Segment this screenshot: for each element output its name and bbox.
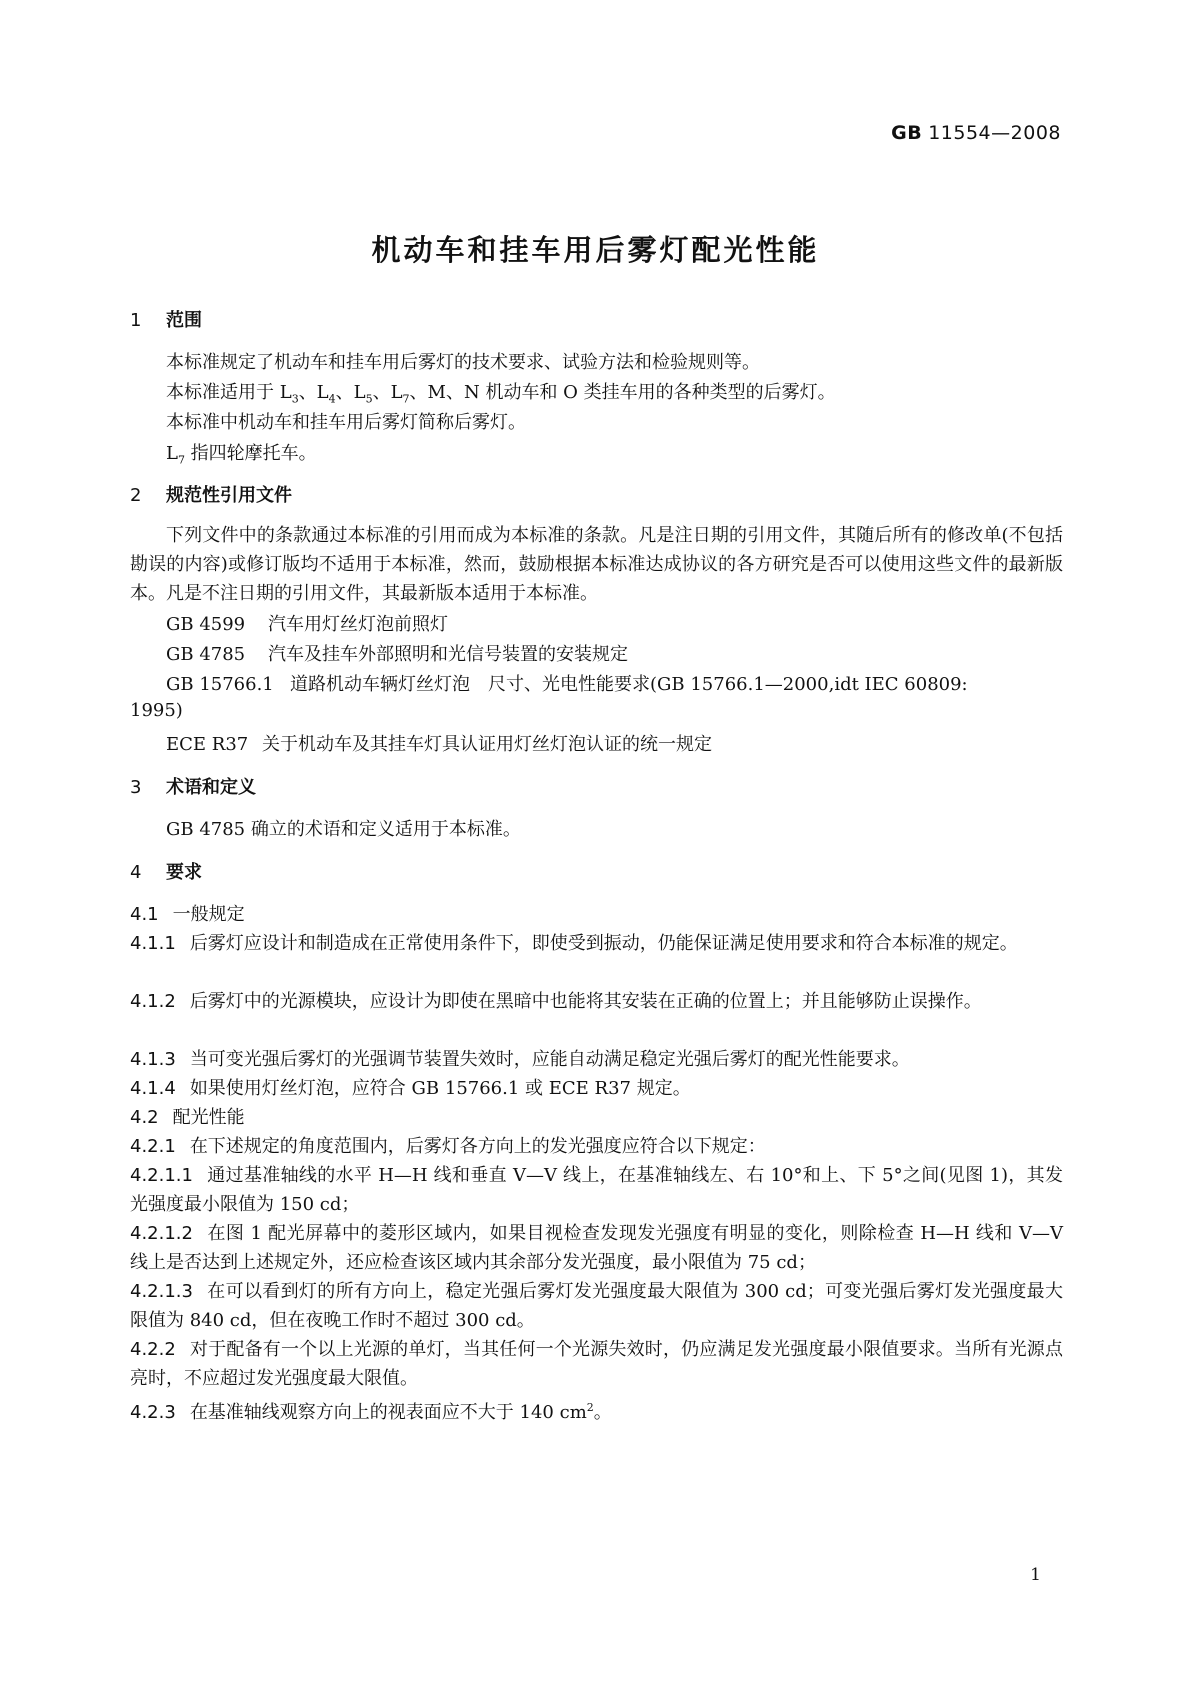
reference-item: GB 15766.1 道路机动车辆灯丝灯泡 尺寸、光电性能要求(GB 15766.1—2000,idt IEC 60809:: [166, 674, 968, 695]
s1-paragraph-1: 本标准规定了机动车和挂车用后雾灯的技术要求、试验方法和检验规则等。: [166, 352, 760, 373]
clause-4-2-2: 4.2.2 对于配备有一个以上光源的单灯，当其任何一个光源失效时，仍应满足发光强度最小限值要求。当所有光源点亮时，不应超过发光强度最大限值。: [130, 1339, 1063, 1389]
section-2-heading: 2 规范性引用文件: [130, 485, 292, 506]
clause-4-1-2: 4.1.2 后雾灯中的光源模块，应设计为即使在黑暗中也能将其安装在正确的位置上；并且能够防止误操作。: [130, 991, 982, 1012]
clause-4-2-1-2: 4.2.1.2 在图 1 配光屏幕中的菱形区域内，如果目视检查发现发光强度有明显的变化，则除检查 H—H 线和 V—V 线上是否达到上述规定外，还应检查该区域内其余部分发光强度，最小限值为 75 cd；: [130, 1223, 1063, 1273]
s2-intro: 下列文件中的条款通过本标准的引用而成为本标准的条款。凡是注日期的引用文件，其随后所有的修改单(不包括勘误的内容)或修订版均不适用于本标准，然而，鼓励根据本标准达成协议的各方研究是否可以使用这些文件的最新版本。凡是不注日期的引用文件，其最新版本适用于本标准。: [130, 525, 1063, 604]
reference-item: GB 4599 汽车用灯丝灯泡前照灯: [166, 614, 448, 635]
s1-paragraph-3: 本标准中机动车和挂车用后雾灯简称后雾灯。: [166, 412, 526, 433]
standard-number: GB 11554—2008: [891, 122, 1061, 144]
section-4-heading: 4 要求: [130, 862, 202, 883]
clause-4-2-1-3: 4.2.1.3 在可以看到灯的所有方向上，稳定光强后雾灯发光强度最大限值为 300 cd；可变光强后雾灯发光强度最大限值为 840 cd，但在夜晚工作时不超过 300 cd。: [130, 1281, 1063, 1331]
clause-4-2-1: 4.2.1 在下述规定的角度范围内，后雾灯各方向上的发光强度应符合以下规定：: [130, 1136, 766, 1157]
page-number: 1: [1030, 1565, 1041, 1585]
clause-4-1-3: 4.1.3 当可变光强后雾灯的光强调节装置失效时，应能自动满足稳定光强后雾灯的配光性能要求。: [130, 1049, 910, 1070]
section-3-heading: 3 术语和定义: [130, 777, 256, 798]
reference-item: ECE R37 关于机动车及其挂车灯具认证用灯丝灯泡认证的统一规定: [166, 734, 712, 755]
reference-item: GB 4785 汽车及挂车外部照明和光信号装置的安装规定: [166, 644, 628, 665]
s1-paragraph-4: $L_7$ 指四轮摩托车。: [166, 443, 317, 467]
reference-item-continued: 1995): [130, 700, 183, 721]
section-1-heading: 1 范围: [130, 310, 202, 331]
clause-4-2-3: 4.2.3 在基准轴线观察方向上的视表面应不大于 140 $cm^2$。: [130, 1401, 612, 1423]
s1-paragraph-2: 本标准适用于 $L_3$、$L_4$、$L_5$、$L_7$、M、N 机动车和 O 类挂车用的各种类型的后雾灯。: [166, 382, 836, 406]
s3-paragraph-1: GB 4785 确立的术语和定义适用于本标准。: [166, 819, 521, 840]
document-title: 机动车和挂车用后雾灯配光性能: [371, 233, 820, 267]
clause-4-1-1: 4.1.1 后雾灯应设计和制造成在正常使用条件下，即使受到振动，仍能保证满足使用要求和符合本标准的规定。: [130, 933, 1018, 954]
clause-4-1: 4.1 一般规定: [130, 904, 245, 925]
clause-4-2: 4.2 配光性能: [130, 1107, 245, 1128]
clause-4-2-1-1: 4.2.1.1 通过基准轴线的水平 H—H 线和垂直 V—V 线上，在基准轴线左、右 10°和上、下 5°之间(见图 1)，其发光强度最小限值为 150 cd；: [130, 1165, 1063, 1215]
clause-4-1-4: 4.1.4 如果使用灯丝灯泡，应符合 GB 15766.1 或 ECE R37 规定。: [130, 1078, 691, 1099]
